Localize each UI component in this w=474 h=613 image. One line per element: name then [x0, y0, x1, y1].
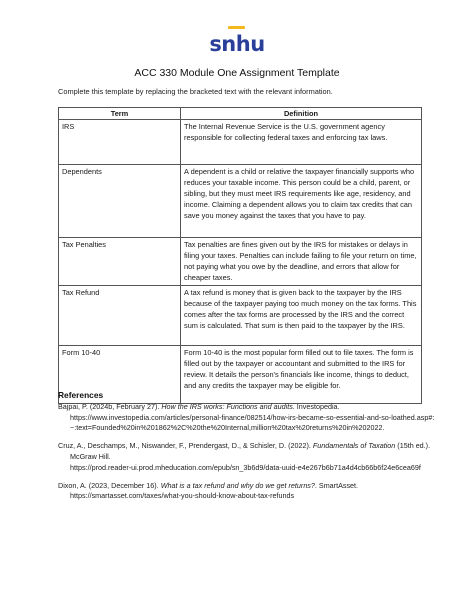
- definition-cell: The Internal Revenue Service is the U.S. government agency responsible for collecting federal taxes and enforcing tax laws.: [181, 120, 422, 165]
- table-row: [59, 286, 422, 346]
- instructions-text: Complete this template by replacing the bracketed text with the relevant information.: [58, 87, 333, 96]
- table-row: [59, 238, 422, 286]
- reference-item: [58, 481, 438, 503]
- snhu-logo: [0, 32, 474, 56]
- reference-title: Fundamentals of Taxation: [312, 441, 396, 451]
- term-cell: Dependents: [59, 165, 181, 238]
- references-heading: References: [58, 390, 104, 400]
- references-section: [58, 390, 438, 509]
- terms-table: [58, 107, 422, 404]
- table-row: [59, 165, 422, 238]
- term-cell: Form 10-40: [59, 346, 181, 404]
- term-cell: IRS: [59, 120, 181, 165]
- reference-authors: Cruz, A., Deschamps, M., Niswander, F., Prendergast, D., & Schisler, D. (2022).: [58, 441, 311, 451]
- page-title: ACC 330 Module One Assignment Template: [134, 67, 340, 79]
- reference-url[interactable]: https://prod.reader-ui.prod.mheducation.com/epub/sn_3b6d9/data-uuid-e4e267b6b71a4d4cb66b6f24e6cea69f: [70, 462, 421, 472]
- reference-publisher: . Investopedia.: [292, 401, 340, 411]
- definition-cell: A dependent is a child or relative the taxpayer financially supports who reduces your taxable income. This person could be a child, parent, or sibling, but they must meet IRS requirements like age, residency, and income. Claiming a dependent allows you to claim tax credits that can save you money against the taxes that you have to pay.: [181, 165, 422, 238]
- reference-authors: Bajpai, P. (2024b, February 27).: [58, 401, 160, 411]
- logo-accent-stripe: [228, 26, 245, 29]
- definition-cell: A tax refund is money that is given back to the taxpayer by the IRS because of the taxpayer paying too much money on the tax forms. This comes after the tax forms are processed by the IRS and the correct sum is calculated. That sum is then paid to the taxpayer by the IRS.: [181, 286, 422, 346]
- reference-item: [58, 441, 438, 473]
- term-cell: Tax Penalties: [59, 238, 181, 286]
- term-cell: Tax Refund: [59, 286, 181, 346]
- table-row: [59, 120, 422, 165]
- reference-url[interactable]: https://smartasset.com/taxes/what-you-should-know-about-tax-refunds: [70, 491, 295, 501]
- reference-publisher: (15th ed.). McGraw Hill.: [70, 441, 431, 461]
- reference-publisher: . SmartAsset.: [314, 480, 359, 490]
- column-header-term: Term: [59, 108, 181, 120]
- definition-cell: Tax penalties are fines given out by the IRS for mistakes or delays in filing your taxes. Penalties can include failing to file your return on time, not paying what you owe by the deadline, and errors that allow for cheaper taxes.: [181, 238, 422, 286]
- table-header-row: [59, 108, 422, 120]
- reference-title: How the IRS works: Functions and audits: [161, 401, 293, 411]
- column-header-definition: Definition: [181, 108, 422, 120]
- reference-title: What is a tax refund and why do we get returns?: [160, 480, 315, 490]
- reference-url[interactable]: https://www.investopedia.com/articles/personal-finance/082514/how-irs-became-so-essential-and-so-loathed.asp#:~:text=Founded%20in%201862%2C%20the%20Internal,million%20tax%20returns%20in%202022.: [70, 412, 435, 433]
- reference-item: [58, 402, 438, 434]
- reference-authors: Dixon, A. (2023, December 16).: [58, 480, 159, 490]
- logo-text: snhu: [209, 32, 265, 56]
- definition-cell: Form 10-40 is the most popular form filled out to file taxes. The form is filled out by the taxpayer or accountant and submitted to the IRS for review. It details the person's financials like income, things to deduct, and any credits the taxpayer may be eligible for.: [181, 346, 422, 404]
